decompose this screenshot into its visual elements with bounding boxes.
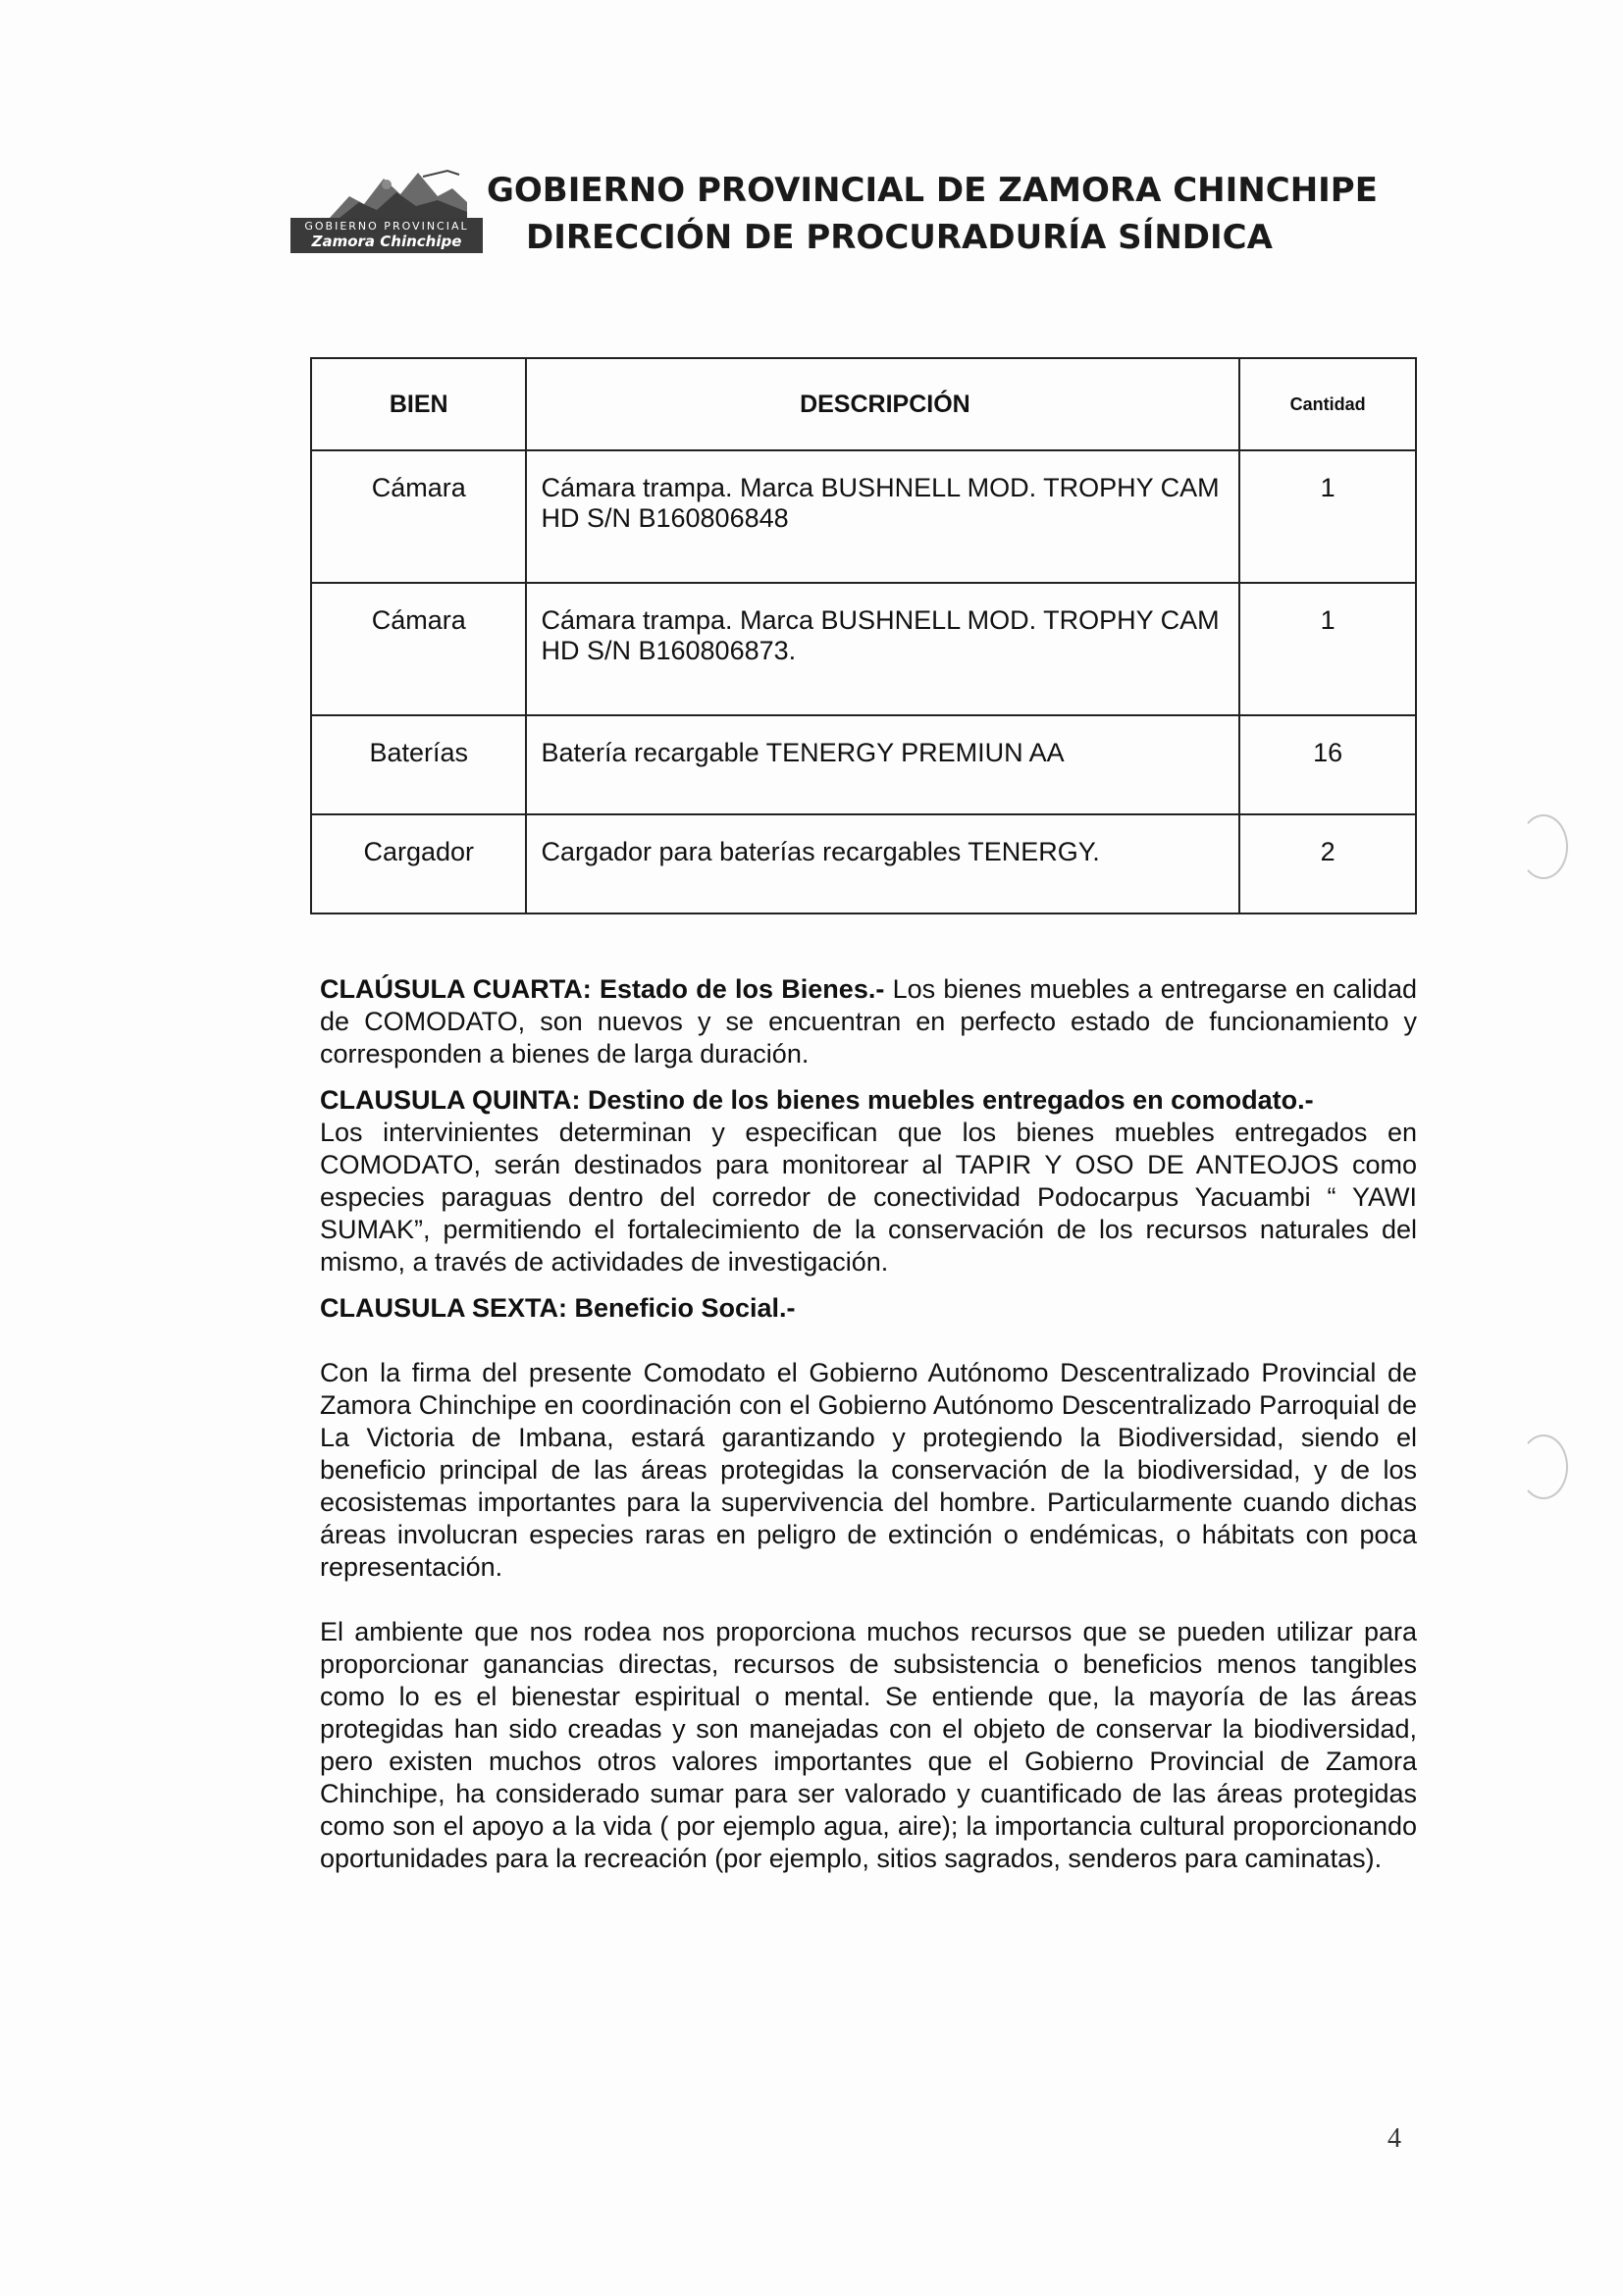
table-row [311, 715, 1416, 814]
cell-descripcion: Cámara trampa. Marca BUSHNELL MOD. TROPHY CAM HD S/N B160806848 [526, 450, 1239, 583]
page-number: 4 [1387, 2123, 1401, 2154]
cell-cantidad: 1 [1239, 583, 1416, 715]
document-body [320, 973, 1417, 1875]
cell-bien: Cargador [311, 814, 526, 913]
header-subtitle: DIRECCIÓN DE PROCURADURÍA SÍNDICA [526, 218, 1273, 257]
clause-cuarta-text: Los bienes muebles a entregarse en calidad de COMODATO, son nuevos y se encuentran en perfecto estado de funcionamiento y corresponden a bienes de larga duración. [320, 974, 1417, 1069]
logo-line-2: Zamora Chinchipe [311, 233, 462, 250]
punch-hole-mark [1519, 814, 1568, 879]
cell-bien: Baterías [311, 715, 526, 814]
table-row [311, 450, 1416, 583]
cell-cantidad: 2 [1239, 814, 1416, 913]
header-titles [487, 167, 1378, 261]
cell-cantidad: 16 [1239, 715, 1416, 814]
clause-quinta-text: Los intervinientes determinan y especifican que los bienes muebles entregados en COMODATO, serán destinados para monitorear al TAPIR Y OSO DE ANTEOJOS como especies paraguas dentro del corredor de conectividad Podocarpus Yacuambi “ YAWI SUMAK”, permitiendo el fortalecimiento de la conservación de los recursos naturales del mismo, a través de actividades de investigación. [320, 1118, 1417, 1277]
table-header-row [311, 358, 1416, 450]
cell-descripcion: Batería recargable TENERGY PREMIUN AA [526, 715, 1239, 814]
logo-line-1: GOBIERNO PROVINCIAL [304, 220, 469, 233]
logo-band [290, 218, 483, 253]
table-row [311, 814, 1416, 913]
column-header-descripcion: DESCRIPCIÓN [526, 358, 1239, 450]
clause-quinta-title: CLAUSULA QUINTA: Destino de los bienes muebles entregados en comodato.- [320, 1085, 1314, 1115]
clause-cuarta [320, 973, 1417, 1070]
cell-descripcion: Cámara trampa. Marca BUSHNELL MOD. TROPHY CAM HD S/N B160806873. [526, 583, 1239, 715]
column-header-cantidad: Cantidad [1239, 358, 1416, 450]
punch-hole-mark [1519, 1435, 1568, 1499]
cell-cantidad: 1 [1239, 450, 1416, 583]
letterhead [290, 167, 1378, 265]
cell-descripcion: Cargador para baterías recargables TENERGY. [526, 814, 1239, 913]
clause-sexta-paragraph-2: El ambiente que nos rodea nos proporciona muchos recursos que se pueden utilizar para proporcionar ganancias directas, recursos de subsistencia o beneficios menos tangibles como lo es el bienestar espiritual o mental. Se entiende que, la mayoría de las áreas protegidas han sido creadas y son manejadas con el objeto de conservar la biodiversidad, pero existen muchos otros valores importantes que el Gobierno Provincial de Zamora Chinchipe, ha considerado sumar para ser valorado y cuantificado de las áreas protegidas como son el apoyo a la vida ( por ejemplo agua, aire); la importancia cultural proporcionando oportunidades para la recreación (por ejemplo, sitios sagrados, senderos para caminatas). [320, 1617, 1417, 1873]
column-header-bien: BIEN [311, 358, 526, 450]
cell-bien: Cámara [311, 583, 526, 715]
goods-table [310, 357, 1417, 914]
clause-sexta-paragraph-1: Con la firma del presente Comodato el Gobierno Autónomo Descentralizado Provincial de Zamora Chinchipe en coordinación con el Gobierno Autónomo Descentralizado Parroquial de La Victoria de Imbana, estará garantizando y protegiendo la Biodiversidad, siendo el beneficio principal de las áreas protegidas la conservación de la biodiversidad, y de los ecosistemas importantes para la supervivencia del hombre. Particularmente cuando dichas áreas involucran especies raras en peligro de extinción o endémicas, o hábitats con poca representación. [320, 1358, 1417, 1582]
clause-cuarta-title: CLAÚSULA CUARTA: Estado de los Bienes.- [320, 974, 885, 1004]
table-row [311, 583, 1416, 715]
cell-bien: Cámara [311, 450, 526, 583]
header-title: GOBIERNO PROVINCIAL DE ZAMORA CHINCHIPE [487, 171, 1378, 210]
clause-sexta-title: CLAUSULA SEXTA: Beneficio Social.- [320, 1293, 796, 1323]
mountain-landscape-icon [330, 167, 467, 218]
provincial-logo [290, 167, 483, 255]
